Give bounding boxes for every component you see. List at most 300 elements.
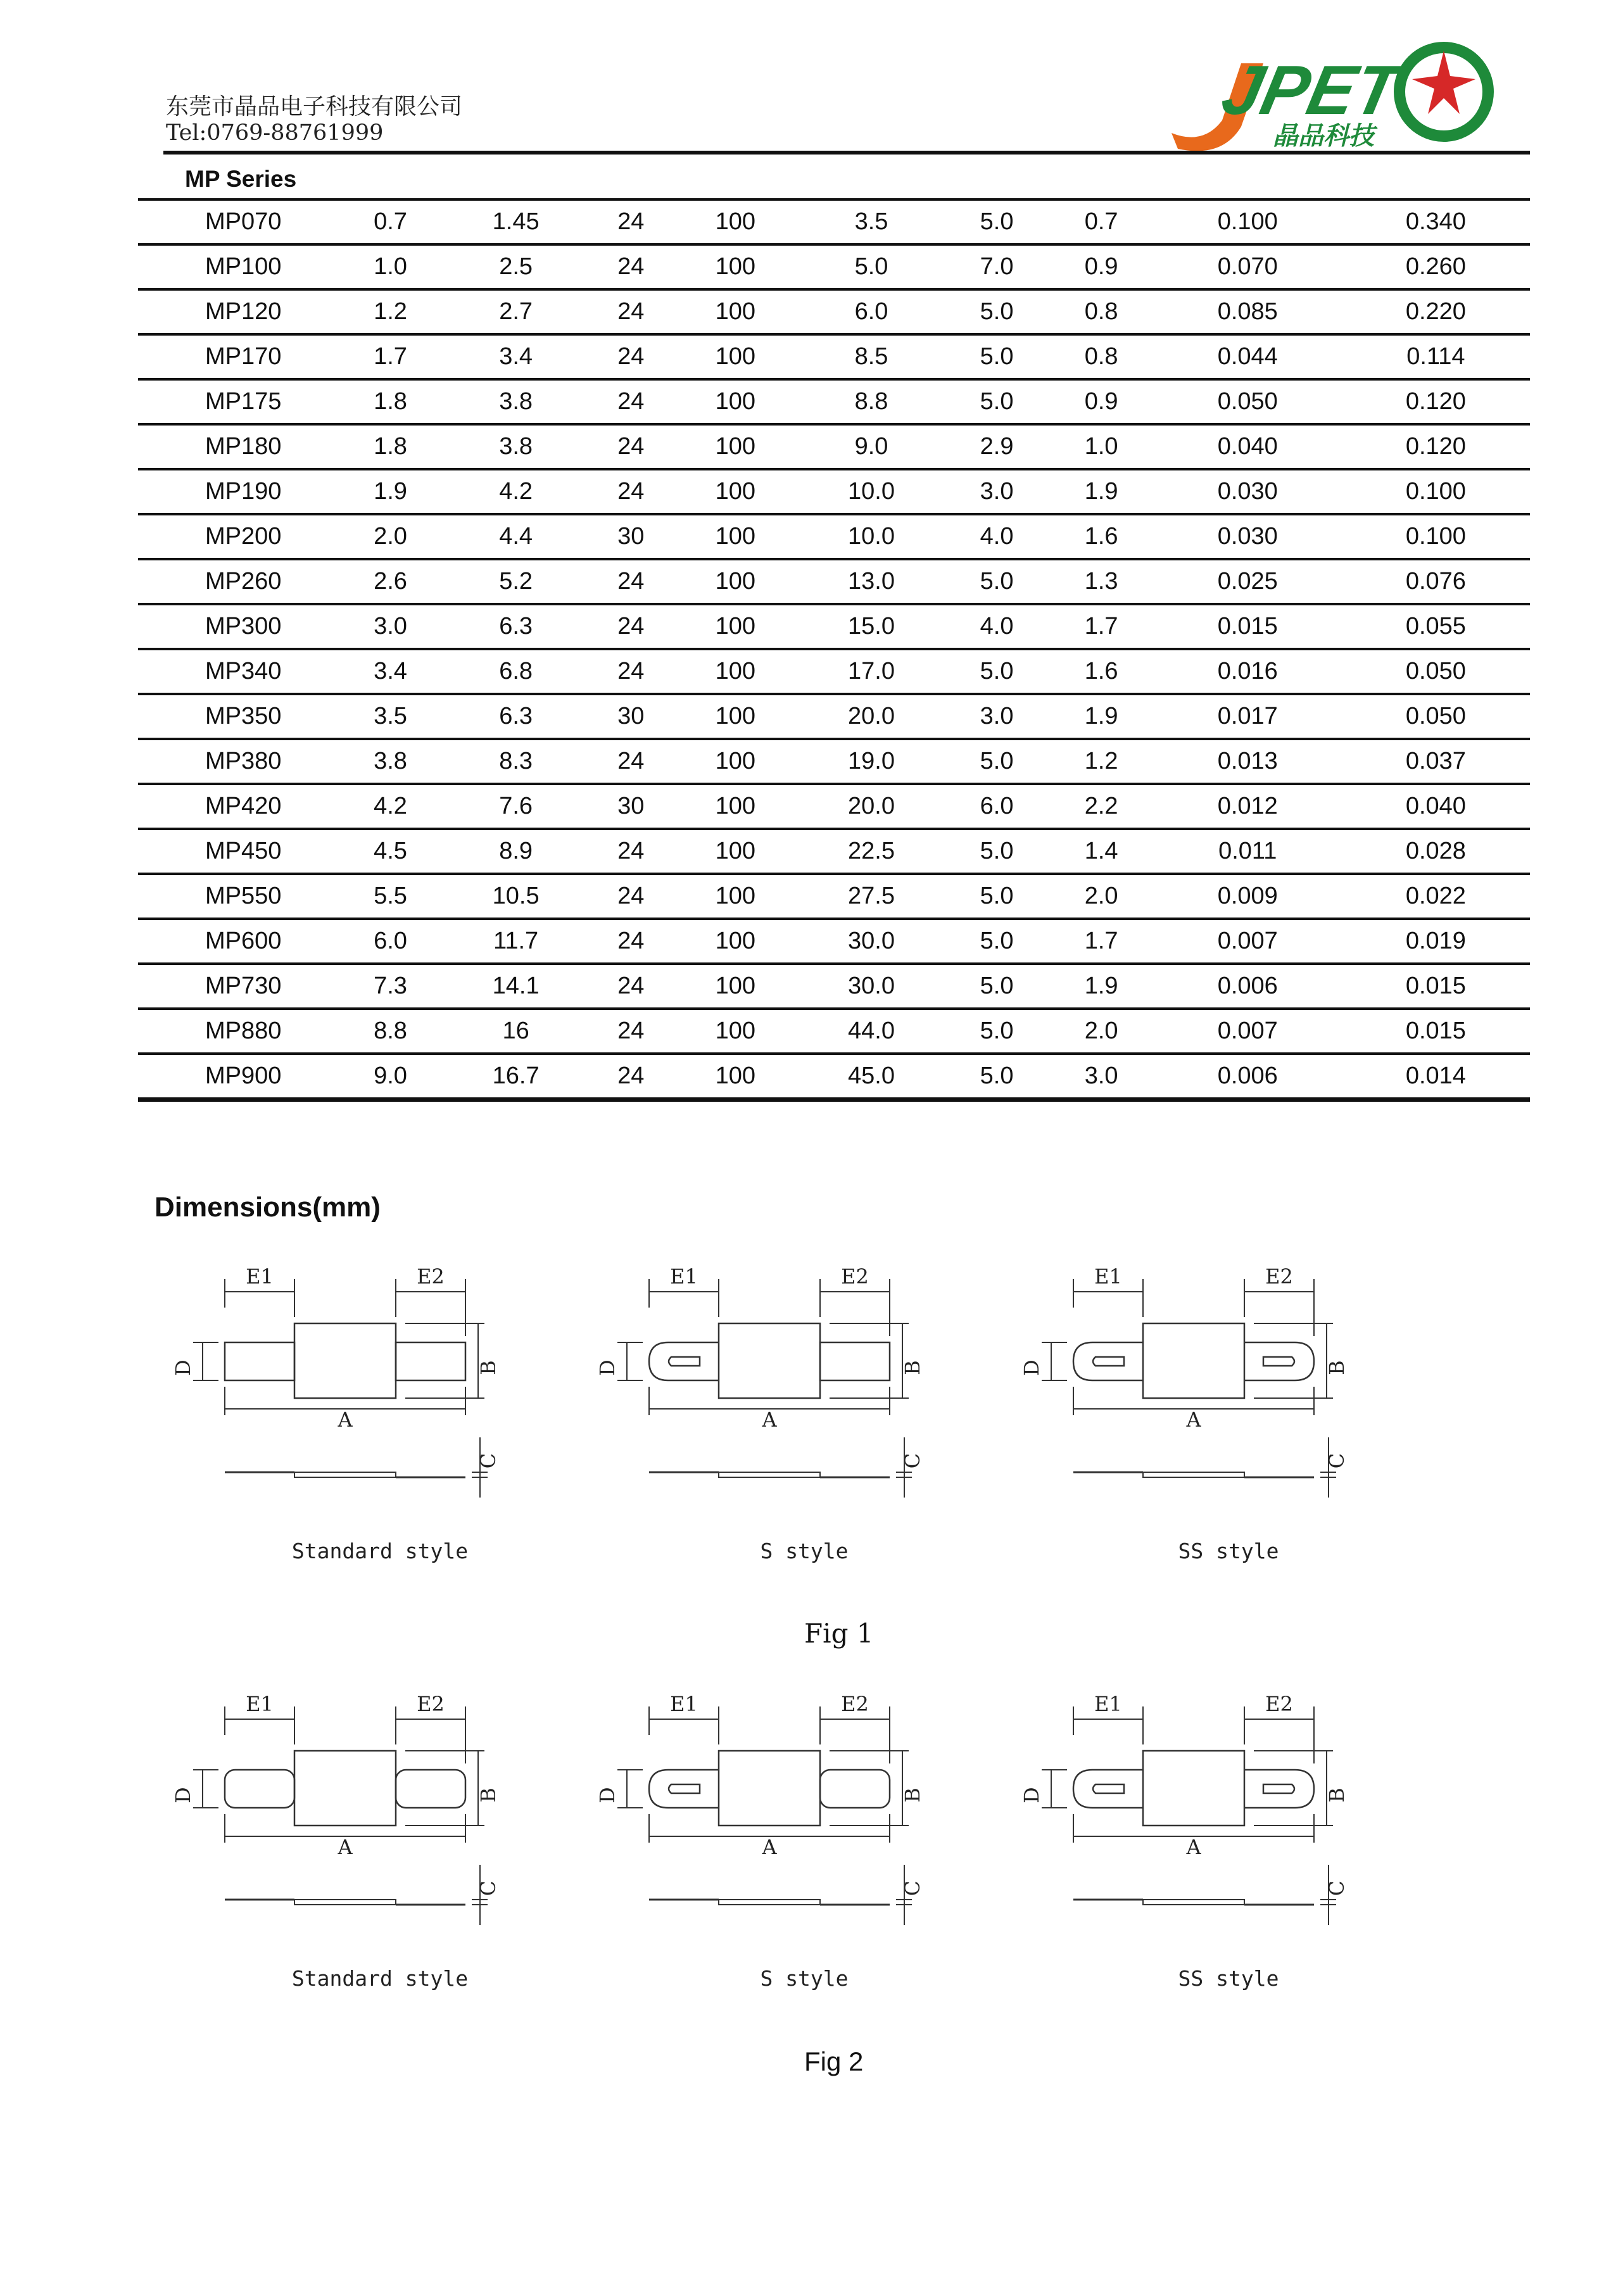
value-cell: 0.014 [1342, 1054, 1530, 1100]
value-cell: 24 [589, 559, 673, 604]
label-e1: E1 [1094, 1265, 1122, 1289]
value-cell: 24 [589, 379, 673, 424]
style-caption: SS style [1178, 1539, 1279, 1563]
terminal-left-slotted [1073, 1342, 1143, 1380]
value-cell: 0.030 [1154, 469, 1342, 514]
value-cell: 4.0 [945, 514, 1049, 559]
label-b: B [1325, 1788, 1349, 1803]
model-cell: MP550 [138, 874, 338, 919]
value-cell: 0.015 [1342, 964, 1530, 1009]
value-cell: 6.0 [798, 289, 944, 334]
label-e2: E2 [1265, 1692, 1293, 1716]
value-cell: 100 [673, 604, 798, 649]
value-cell: 0.120 [1342, 379, 1530, 424]
model-cell: MP380 [138, 739, 338, 784]
value-cell: 45.0 [798, 1054, 944, 1100]
table-row [138, 739, 1530, 784]
header-rule [163, 151, 1530, 155]
value-cell: 100 [673, 199, 798, 244]
model-cell: MP260 [138, 559, 338, 604]
value-cell: 2.0 [1049, 874, 1154, 919]
value-cell: 4.0 [945, 604, 1049, 649]
label-b: B [900, 1360, 925, 1375]
value-cell: 0.050 [1342, 649, 1530, 694]
value-cell: 0.006 [1154, 1054, 1342, 1100]
table-row [138, 514, 1530, 559]
table-row [138, 289, 1530, 334]
value-cell: 0.050 [1154, 379, 1342, 424]
value-cell: 1.3 [1049, 559, 1154, 604]
dimensions-title: Dimensions(mm) [155, 1192, 381, 1223]
value-cell: 30 [589, 784, 673, 829]
label-c: C [1325, 1453, 1349, 1469]
value-cell: 1.45 [443, 199, 589, 244]
value-cell: 30.0 [798, 964, 944, 1009]
label-a: A [338, 1408, 353, 1432]
value-cell: 1.4 [1049, 829, 1154, 874]
terminal-left [225, 1770, 294, 1808]
value-cell: 0.076 [1342, 559, 1530, 604]
value-cell: 5.0 [945, 379, 1049, 424]
value-cell: 1.7 [1049, 919, 1154, 964]
terminal-slot [1093, 1784, 1124, 1793]
label-b: B [476, 1360, 500, 1375]
model-cell: MP200 [138, 514, 338, 559]
value-cell: 1.9 [1049, 964, 1154, 1009]
value-cell: 100 [673, 739, 798, 784]
label-d: D [1020, 1359, 1044, 1376]
value-cell: 0.030 [1154, 514, 1342, 559]
terminal-left [225, 1342, 294, 1380]
table-row [138, 379, 1530, 424]
value-cell: 5.0 [945, 559, 1049, 604]
value-cell: 100 [673, 829, 798, 874]
value-cell: 5.0 [945, 289, 1049, 334]
table-row [138, 424, 1530, 469]
value-cell: 3.0 [945, 469, 1049, 514]
label-a: A [338, 1835, 353, 1859]
value-cell: 100 [673, 469, 798, 514]
model-cell: MP300 [138, 604, 338, 649]
label-a: A [1186, 1408, 1201, 1432]
value-cell: 24 [589, 964, 673, 1009]
value-cell: 0.011 [1154, 829, 1342, 874]
dimension-drawing [165, 1684, 507, 1950]
value-cell: 0.8 [1049, 334, 1154, 379]
value-cell: 3.8 [338, 739, 443, 784]
value-cell: 1.7 [338, 334, 443, 379]
table-row [138, 469, 1530, 514]
value-cell: 0.025 [1154, 559, 1342, 604]
dimension-drawing [589, 1257, 931, 1523]
body-rect [1143, 1751, 1244, 1826]
label-a: A [1186, 1835, 1201, 1859]
value-cell: 1.6 [1049, 514, 1154, 559]
body-rect [719, 1323, 820, 1398]
model-cell: MP170 [138, 334, 338, 379]
label-d: D [171, 1787, 195, 1803]
value-cell: 8.8 [798, 379, 944, 424]
value-cell: 16.7 [443, 1054, 589, 1100]
value-cell: 6.3 [443, 604, 589, 649]
value-cell: 14.1 [443, 964, 589, 1009]
label-e2: E2 [841, 1265, 869, 1289]
value-cell: 0.009 [1154, 874, 1342, 919]
value-cell: 100 [673, 649, 798, 694]
value-cell: 24 [589, 604, 673, 649]
table-row [138, 559, 1530, 604]
value-cell: 4.2 [338, 784, 443, 829]
company-phone: Tel:0769-88761999 [166, 120, 384, 146]
value-cell: 100 [673, 514, 798, 559]
value-cell: 0.9 [1049, 379, 1154, 424]
value-cell: 22.5 [798, 829, 944, 874]
value-cell: 1.8 [338, 424, 443, 469]
value-cell: 44.0 [798, 1009, 944, 1054]
value-cell: 5.0 [945, 874, 1049, 919]
value-cell: 1.8 [338, 379, 443, 424]
model-cell: MP900 [138, 1054, 338, 1100]
value-cell: 24 [589, 829, 673, 874]
value-cell: 5.0 [945, 739, 1049, 784]
value-cell: 24 [589, 289, 673, 334]
value-cell: 27.5 [798, 874, 944, 919]
value-cell: 0.016 [1154, 649, 1342, 694]
value-cell: 30 [589, 514, 673, 559]
style-caption: Standard style [291, 1966, 469, 1991]
terminal-right-slotted [1244, 1770, 1314, 1808]
value-cell: 7.3 [338, 964, 443, 1009]
table-row [138, 784, 1530, 829]
label-e2: E2 [417, 1265, 445, 1289]
model-cell: MP100 [138, 244, 338, 289]
terminal-left-slotted [649, 1770, 719, 1808]
series-title: MP Series [185, 166, 297, 192]
value-cell: 0.013 [1154, 739, 1342, 784]
value-cell: 3.5 [338, 694, 443, 739]
fig1-label: Fig 1 [804, 1618, 874, 1649]
label-c: C [1325, 1880, 1349, 1896]
value-cell: 1.7 [1049, 604, 1154, 649]
value-cell: 0.9 [1049, 244, 1154, 289]
value-cell: 6.3 [443, 694, 589, 739]
value-cell: 17.0 [798, 649, 944, 694]
label-e1: E1 [1094, 1692, 1122, 1716]
value-cell: 0.114 [1342, 334, 1530, 379]
value-cell: 8.3 [443, 739, 589, 784]
value-cell: 100 [673, 559, 798, 604]
value-cell: 2.2 [1049, 784, 1154, 829]
value-cell: 3.4 [338, 649, 443, 694]
value-cell: 0.015 [1342, 1009, 1530, 1054]
table-row [138, 919, 1530, 964]
value-cell: 0.017 [1154, 694, 1342, 739]
value-cell: 4.5 [338, 829, 443, 874]
value-cell: 3.0 [945, 694, 1049, 739]
value-cell: 100 [673, 289, 798, 334]
model-cell: MP450 [138, 829, 338, 874]
value-cell: 16 [443, 1009, 589, 1054]
terminal-slot [1093, 1357, 1124, 1366]
value-cell: 0.015 [1154, 604, 1342, 649]
value-cell: 0.120 [1342, 424, 1530, 469]
value-cell: 0.100 [1342, 469, 1530, 514]
value-cell: 8.9 [443, 829, 589, 874]
value-cell: 5.0 [945, 964, 1049, 1009]
value-cell: 0.085 [1154, 289, 1342, 334]
value-cell: 100 [673, 334, 798, 379]
value-cell: 2.9 [945, 424, 1049, 469]
value-cell: 7.0 [945, 244, 1049, 289]
value-cell: 24 [589, 244, 673, 289]
terminal-left-slotted [649, 1342, 719, 1380]
value-cell: 2.0 [338, 514, 443, 559]
value-cell: 0.220 [1342, 289, 1530, 334]
terminal-right [820, 1770, 890, 1808]
value-cell: 0.070 [1154, 244, 1342, 289]
value-cell: 2.7 [443, 289, 589, 334]
value-cell: 1.0 [1049, 424, 1154, 469]
value-cell: 20.0 [798, 784, 944, 829]
terminal-right-slotted [1244, 1342, 1314, 1380]
value-cell: 9.0 [798, 424, 944, 469]
value-cell: 0.055 [1342, 604, 1530, 649]
model-cell: MP190 [138, 469, 338, 514]
value-cell: 3.8 [443, 379, 589, 424]
value-cell: 0.012 [1154, 784, 1342, 829]
value-cell: 0.100 [1342, 514, 1530, 559]
table-row [138, 334, 1530, 379]
value-cell: 100 [673, 694, 798, 739]
value-cell: 0.8 [1049, 289, 1154, 334]
model-cell: MP180 [138, 424, 338, 469]
value-cell: 5.0 [945, 199, 1049, 244]
table-row [138, 604, 1530, 649]
value-cell: 24 [589, 1054, 673, 1100]
value-cell: 13.0 [798, 559, 944, 604]
dimension-drawing [1013, 1684, 1355, 1950]
label-e2: E2 [417, 1692, 445, 1716]
model-cell: MP120 [138, 289, 338, 334]
value-cell: 100 [673, 244, 798, 289]
value-cell: 24 [589, 469, 673, 514]
value-cell: 100 [673, 1054, 798, 1100]
label-c: C [900, 1880, 925, 1896]
value-cell: 6.0 [338, 919, 443, 964]
style-caption: SS style [1178, 1966, 1279, 1991]
value-cell: 10.0 [798, 469, 944, 514]
value-cell: 0.040 [1154, 424, 1342, 469]
value-cell: 24 [589, 874, 673, 919]
model-cell: MP420 [138, 784, 338, 829]
spec-table [138, 198, 1530, 1102]
value-cell: 0.019 [1342, 919, 1530, 964]
label-c: C [476, 1453, 500, 1469]
value-cell: 5.0 [945, 919, 1049, 964]
table-row [138, 649, 1530, 694]
value-cell: 3.0 [1049, 1054, 1154, 1100]
value-cell: 20.0 [798, 694, 944, 739]
value-cell: 0.7 [1049, 199, 1154, 244]
value-cell: 1.9 [338, 469, 443, 514]
value-cell: 5.5 [338, 874, 443, 919]
value-cell: 6.8 [443, 649, 589, 694]
value-cell: 0.007 [1154, 919, 1342, 964]
dimension-drawing [1013, 1257, 1355, 1523]
value-cell: 24 [589, 199, 673, 244]
body-rect [294, 1323, 396, 1398]
value-cell: 10.0 [798, 514, 944, 559]
label-a: A [762, 1408, 777, 1432]
dimension-drawing [589, 1684, 931, 1950]
value-cell: 5.0 [945, 649, 1049, 694]
company-name: 东莞市晶品电子科技有限公司 [166, 94, 463, 120]
label-b: B [1325, 1360, 1349, 1375]
value-cell: 0.037 [1342, 739, 1530, 784]
value-cell: 1.6 [1049, 649, 1154, 694]
value-cell: 11.7 [443, 919, 589, 964]
terminal-slot [1263, 1357, 1294, 1366]
value-cell: 0.040 [1342, 784, 1530, 829]
value-cell: 3.5 [798, 199, 944, 244]
value-cell: 0.044 [1154, 334, 1342, 379]
value-cell: 2.6 [338, 559, 443, 604]
terminal-right [396, 1342, 465, 1380]
jpet-logo [1146, 38, 1513, 158]
value-cell: 24 [589, 1009, 673, 1054]
value-cell: 24 [589, 334, 673, 379]
value-cell: 5.0 [945, 334, 1049, 379]
model-cell: MP350 [138, 694, 338, 739]
terminal-right [820, 1342, 890, 1380]
value-cell: 8.5 [798, 334, 944, 379]
value-cell: 0.007 [1154, 1009, 1342, 1054]
value-cell: 10.5 [443, 874, 589, 919]
value-cell: 5.0 [945, 1054, 1049, 1100]
table-row [138, 1009, 1530, 1054]
table-row [138, 244, 1530, 289]
value-cell: 0.006 [1154, 964, 1342, 1009]
value-cell: 1.0 [338, 244, 443, 289]
body-rect [294, 1751, 396, 1826]
value-cell: 0.028 [1342, 829, 1530, 874]
value-cell: 1.2 [338, 289, 443, 334]
table-row [138, 1054, 1530, 1100]
value-cell: 5.0 [945, 829, 1049, 874]
terminal-slot [1263, 1784, 1294, 1793]
label-e1: E1 [670, 1265, 698, 1289]
label-a: A [762, 1835, 777, 1859]
value-cell: 30.0 [798, 919, 944, 964]
value-cell: 19.0 [798, 739, 944, 784]
value-cell: 3.0 [338, 604, 443, 649]
table-row [138, 829, 1530, 874]
body-rect [1143, 1323, 1244, 1398]
value-cell: 9.0 [338, 1054, 443, 1100]
model-cell: MP175 [138, 379, 338, 424]
value-cell: 2.5 [443, 244, 589, 289]
value-cell: 5.0 [798, 244, 944, 289]
value-cell: 7.6 [443, 784, 589, 829]
value-cell: 24 [589, 649, 673, 694]
model-cell: MP730 [138, 964, 338, 1009]
value-cell: 5.0 [945, 1009, 1049, 1054]
value-cell: 15.0 [798, 604, 944, 649]
terminal-right [396, 1770, 465, 1808]
value-cell: 30 [589, 694, 673, 739]
style-caption: S style [760, 1966, 849, 1991]
value-cell: 0.7 [338, 199, 443, 244]
table-row [138, 874, 1530, 919]
value-cell: 4.4 [443, 514, 589, 559]
value-cell: 1.9 [1049, 694, 1154, 739]
value-cell: 1.2 [1049, 739, 1154, 784]
fig2-label: Fig 2 [804, 2047, 864, 2076]
value-cell: 100 [673, 874, 798, 919]
label-e2: E2 [1265, 1265, 1293, 1289]
label-b: B [900, 1788, 925, 1803]
value-cell: 8.8 [338, 1009, 443, 1054]
value-cell: 0.100 [1154, 199, 1342, 244]
model-cell: MP070 [138, 199, 338, 244]
label-e1: E1 [670, 1692, 698, 1716]
style-caption: S style [760, 1539, 849, 1563]
terminal-slot [669, 1784, 700, 1793]
style-caption: Standard style [291, 1539, 469, 1563]
label-e2: E2 [841, 1692, 869, 1716]
value-cell: 24 [589, 919, 673, 964]
value-cell: 3.8 [443, 424, 589, 469]
label-c: C [900, 1453, 925, 1469]
model-cell: MP880 [138, 1009, 338, 1054]
label-e1: E1 [246, 1692, 274, 1716]
value-cell: 100 [673, 379, 798, 424]
table-row [138, 199, 1530, 244]
dimension-drawing [165, 1257, 507, 1523]
label-c: C [476, 1880, 500, 1896]
label-d: D [171, 1359, 195, 1376]
model-cell: MP340 [138, 649, 338, 694]
terminal-left-slotted [1073, 1770, 1143, 1808]
label-e1: E1 [246, 1265, 274, 1289]
label-d: D [595, 1787, 619, 1803]
value-cell: 0.050 [1342, 694, 1530, 739]
value-cell: 0.260 [1342, 244, 1530, 289]
body-rect [719, 1751, 820, 1826]
logo-brand: JPET [1215, 51, 1406, 129]
terminal-slot [669, 1357, 700, 1366]
value-cell: 100 [673, 1009, 798, 1054]
value-cell: 100 [673, 424, 798, 469]
value-cell: 5.2 [443, 559, 589, 604]
value-cell: 1.9 [1049, 469, 1154, 514]
value-cell: 100 [673, 964, 798, 1009]
value-cell: 3.4 [443, 334, 589, 379]
value-cell: 0.340 [1342, 199, 1530, 244]
value-cell: 24 [589, 739, 673, 784]
value-cell: 4.2 [443, 469, 589, 514]
value-cell: 100 [673, 919, 798, 964]
table-row [138, 694, 1530, 739]
model-cell: MP600 [138, 919, 338, 964]
label-d: D [595, 1359, 619, 1376]
label-b: B [476, 1788, 500, 1803]
value-cell: 24 [589, 424, 673, 469]
table-row [138, 964, 1530, 1009]
logo-tagline: 晶品科技 [1273, 122, 1374, 151]
value-cell: 100 [673, 784, 798, 829]
value-cell: 0.022 [1342, 874, 1530, 919]
